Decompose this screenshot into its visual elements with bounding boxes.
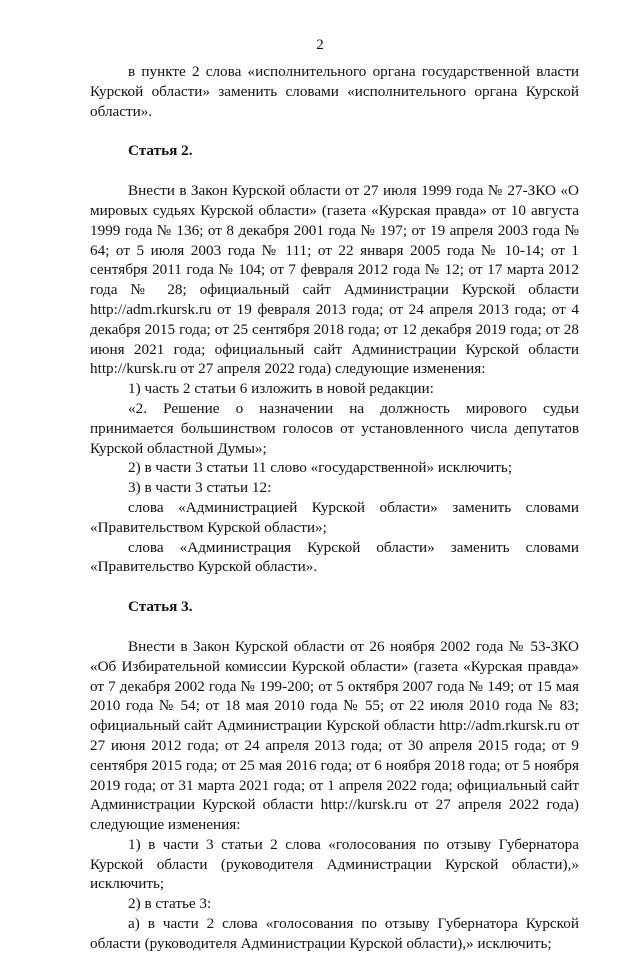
document-body [90, 62, 579, 954]
article-2-item: слова «Администрация Курской области» заменить словами «Правительство Курской области». [90, 538, 579, 576]
article-2-lead: Внести в Закон Курской области от 27 июля 1999 года № 27-ЗКО «О мировых судьях Курской области» (газета «Курская правда» от 10 августа 1999 года № 136; от 8 декабря 2001 года № 197; от 19 апреля 2003 года № 64; от 5 июля 2003 года № 111; от 22 января 2005 года № 10-14; от 1 сентября 2011 года № 104; от 7 февраля 2012 года № 12; от 17 марта 2012 года № 28; официальный сайт Администрации Курской области http://adm.rkursk.ru от 19 февраля 2013 года; от 24 апреля 2013 года; от 4 декабря 2015 года; от 25 сентября 2018 года; от 12 декабря 2019 года; от 28 июня 2021 года; официальный сайт Администрации Курской области http://kursk.ru от 27 апреля 2022 года) следующие изменения: [90, 182, 579, 378]
article-3-lead: Внести в Закон Курской области от 26 ноября 2002 года № 53-ЗКО «Об Избирательной комиссии Курской области» (газета «Курская правда» от 7 декабря 2002 года № 199-200; от 5 октября 2007 года № 149; от 15 мая 2010 года № 54; от 18 мая 2010 года № 55; от 22 июля 2010 года № 83; официальный сайт Администрации Курской области http://adm.rkursk.ru от 27 июня 2012 года; от 24 апреля 2013 года; от 30 апреля 2015 года; от 9 сентября 2015 года; от 25 мая 2016 года; от 6 ноября 2018 года; от 5 ноября 2019 года; от 31 марта 2021 года; от 1 апреля 2022 года; официальный сайт Администрации Курской области http://kursk.ru от 27 апреля 2022 года) следующие изменения: [90, 637, 579, 834]
article-2-item: «2. Решение о назначении на должность мирового судьи принимается большинством голосов от установленного числа депутатов Курской областной Думы»; [90, 399, 579, 457]
article-2-item: 1) часть 2 статьи 6 изложить в новой редакции: [128, 380, 434, 398]
article-2-item: 2) в части 3 статьи 11 слово «государственной» исключить; [128, 459, 513, 477]
article-3-heading: Статья 3. [128, 598, 193, 616]
article-2-heading: Статья 2. [128, 142, 193, 160]
article-3-item: 2) в статье 3: [128, 895, 212, 913]
intro-paragraph: в пункте 2 слова «исполнительного органа государственной власти Курской области» заменить словами «исполнительного органа Курской области». [90, 63, 579, 120]
article-2-item: слова «Администрацией Курской области» заменить словами «Правительством Курской области»; [90, 498, 579, 536]
article-2-item: 3) в части 3 статьи 12: [128, 479, 272, 497]
page-number: 2 [316, 37, 324, 53]
article-3-item: 1) в части 3 статьи 2 слова «голосования по отзыву Губернатора Курской области (руководителя Администрации Курской области),» исключить; [90, 835, 579, 893]
article-3-item: а) в части 2 слова «голосования по отзыву Губернатора Курской области (руководителя Администрации Курской области),» исключить; [90, 915, 579, 952]
